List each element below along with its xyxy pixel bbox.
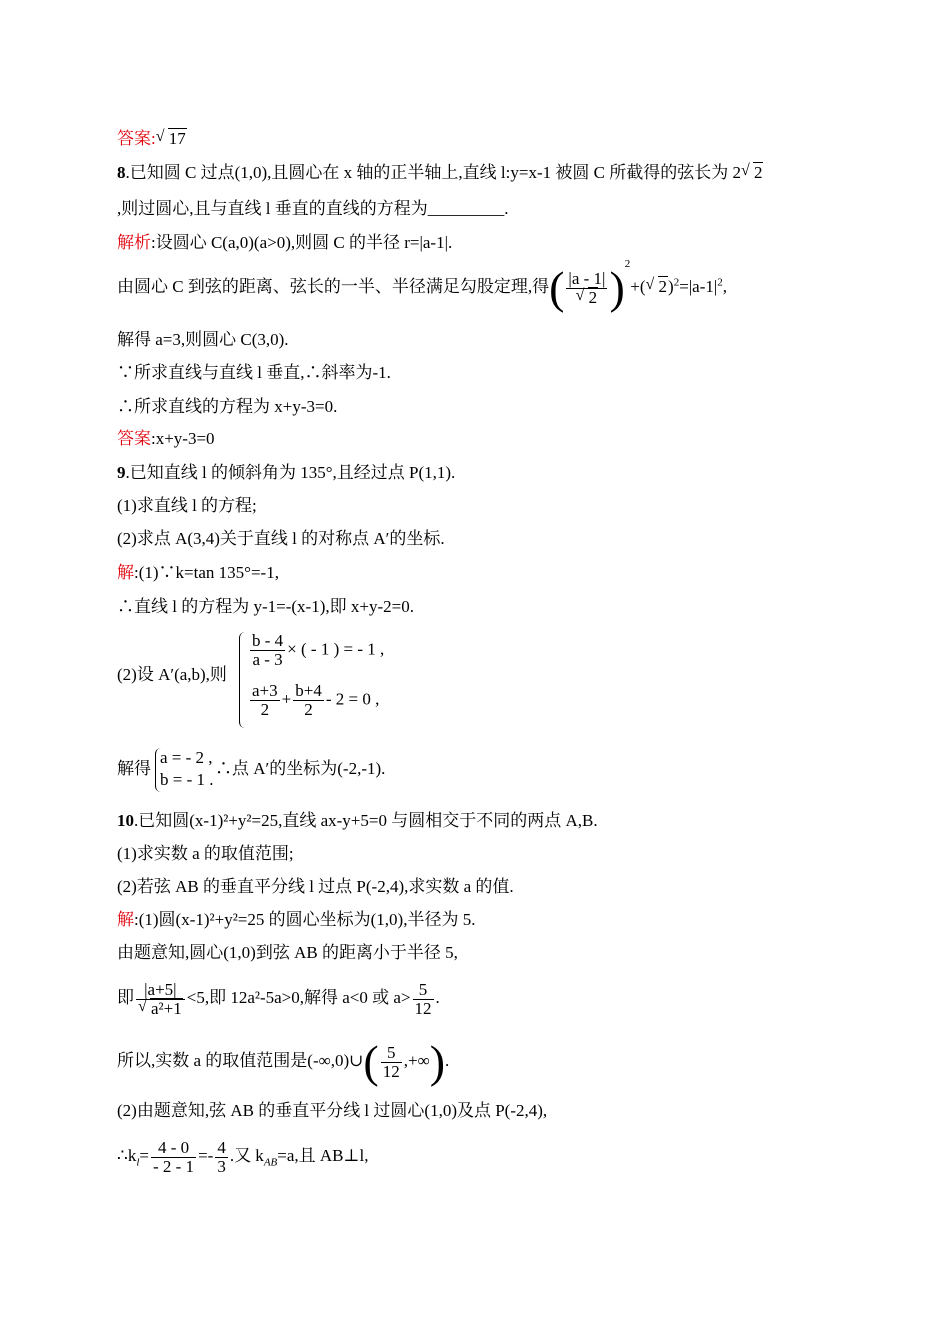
question-8-line1: 8.已知圆 C 过点(1,0),且圆心在 x 轴的正半轴上,直线 l:y=x-1 被圆 C 所截得的弦长为 2 √ 2	[117, 162, 763, 182]
solution-10-line5: (2)由题意知,弦 AB 的垂直平分线 l 过圆心(1,0)及点 P(-2,4),	[117, 1101, 548, 1120]
answer-label: 答案	[117, 129, 151, 148]
solution-9-line2: ∴直线 l 的方程为 y-1=-(x-1),即 x+y-2=0.	[117, 597, 414, 616]
solution-8-line5: ∴所求直线的方程为 x+y-3=0.	[117, 397, 338, 416]
solution-8-line1: 解析:设圆心 C(a,0)(a>0),则圆 C 的半径 r=|a-1|.	[117, 233, 453, 252]
solution-9-line1: 解:(1)∵k=tan 135°=-1,	[117, 563, 279, 582]
solution-8-line4: ∵所求直线与直线 l 垂直,∴斜率为-1.	[117, 363, 391, 382]
solution-10-line3: 即 |a+5| √ a²+1 <5,即 12a²-5a>0,解得 a<0 或 a> $\frac{5}{12}$ .	[117, 979, 440, 1018]
answer-8: 答案:x+y-3=0	[117, 429, 215, 448]
solution-10-line1: 解:(1)圆(x-1)²+y²=25 的圆心坐标为(1,0),半径为 5.	[117, 910, 476, 929]
question-10-part1: (1)求实数 a 的取值范围;	[117, 844, 294, 863]
sqrt-2: √ 2	[740, 162, 763, 182]
question-9-part2: (2)求点 A(3,4)关于直线 l 的对称点 A′的坐标.	[117, 529, 445, 548]
solution-10-line4: 所以,实数 a 的取值范围是(-∞,0)∪( $\frac{5}{12}$ ,+∞).	[117, 1036, 450, 1088]
equation-brace	[239, 632, 246, 728]
question-10: 10.已知圆(x-1)²+y²=25,直线 ax-y+5=0 与圆相交于不同的两点 A,B.	[117, 811, 598, 830]
solution-8-line2: 由圆心 C 到弦的距离、弦长的一半、半径满足勾股定理,得( |a - 1| √ 2 )$^2$+( √ $2)^2=|a-1|^2$,	[117, 258, 728, 314]
question-9: 9.已知直线 l 的倾斜角为 135°,且经过点 P(1,1).	[117, 463, 456, 482]
question-10-part2: (2)若弦 AB 的垂直平分线 l 过点 P(-2,4),求实数 a 的值.	[117, 877, 514, 896]
solution-8-line3: 解得 a=3,则圆心 C(3,0).	[117, 330, 289, 349]
question-9-part1: (1)求直线 l 的方程;	[117, 496, 257, 515]
solution-10-line2: 由题意知,圆心(1,0)到弦 AB 的距离小于半径 5,	[117, 943, 458, 962]
solution-9-line3: (2)设 A′(a,b),则	[117, 665, 227, 684]
fraction: |a - 1| √ 2	[568, 268, 606, 307]
answer-7: 答案: √ 17	[117, 128, 186, 148]
question-8-line2: ,则过圆心,且与直线 l 垂直的直线的方程为_________.	[117, 199, 509, 218]
solution-10-line6: $\therefore k_l=$ $\frac{4 - 0}{- 2 - 1}$ =- $\frac{4}{3}$ .又 $k_{AB}=a$,且 AB⊥l,	[117, 1137, 369, 1176]
solution-9-line4-pre: 解得	[117, 759, 151, 778]
sqrt-17: √ 17	[155, 128, 186, 148]
solution-9-line4-post: ∴点 A′的坐标为(-2,-1).	[215, 759, 386, 778]
